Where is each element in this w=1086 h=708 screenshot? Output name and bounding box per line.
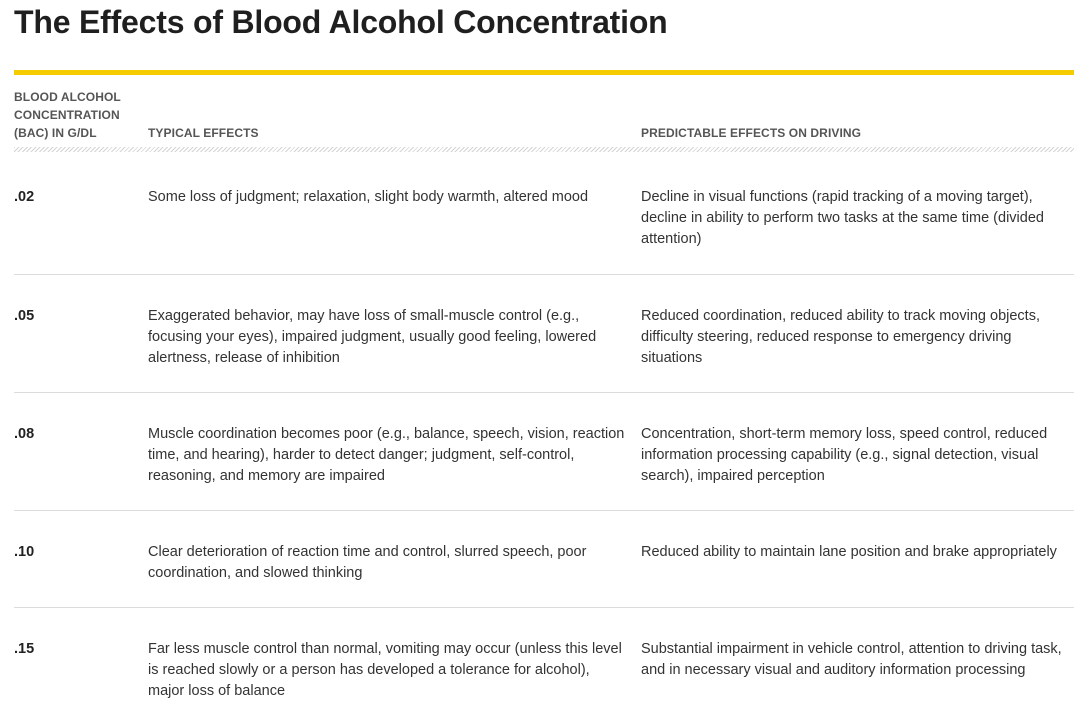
- driving-effects-cell: Reduced ability to maintain lane position and brake appropriately: [641, 544, 1057, 560]
- column-header-bac: BLOOD ALCOHOL CONCENTRATION (BAC) IN G/DL: [14, 90, 121, 140]
- driving-effects-cell: Substantial impairment in vehicle control, attention to driving task, and in necessary visual and auditory information processing: [641, 641, 1062, 678]
- table-row: [14, 392, 1074, 510]
- table-body: [14, 156, 1074, 708]
- bac-value: .02: [14, 189, 35, 205]
- column-header-typical-effects: TYPICAL EFFECTS: [148, 126, 259, 140]
- column-header-driving-effects: PREDICTABLE EFFECTS ON DRIVING: [641, 126, 862, 140]
- bac-value: .15: [14, 641, 35, 657]
- typical-effects-cell: Exaggerated behavior, may have loss of small-muscle control (e.g., focusing your eyes), impaired judgment, usually good feeling, lowered alertness, release of inhibition: [148, 308, 597, 366]
- table-row: [14, 156, 1074, 274]
- page-title: The Effects of Blood Alcohol Concentration: [14, 4, 668, 40]
- table-row: [14, 510, 1074, 607]
- table-row: [14, 607, 1074, 708]
- typical-effects-cell: Some loss of judgment; relaxation, slight body warmth, altered mood: [148, 189, 589, 205]
- typical-effects-cell: Far less muscle control than normal, vomiting may occur (unless this level is reached slowly or a person has developed a tolerance for alcohol), major loss of balance: [148, 641, 622, 699]
- driving-effects-cell: Concentration, short-term memory loss, speed control, reduced information processing capability (e.g., signal detection, visual search), impaired perception: [641, 426, 1048, 484]
- table-row: [14, 274, 1074, 392]
- bac-effects-article: [14, 0, 1074, 708]
- bac-value: .10: [14, 544, 35, 560]
- bac-value: .08: [14, 426, 35, 442]
- driving-effects-cell: Reduced coordination, reduced ability to track moving objects, difficulty steering, reduced response to emergency driving situations: [641, 308, 1040, 366]
- bac-effects-table: [14, 75, 1074, 708]
- table-header: [14, 75, 1074, 156]
- bac-value: .05: [14, 308, 35, 324]
- driving-effects-cell: Decline in visual functions (rapid tracking of a moving target), decline in ability to perform two tasks at the same time (divided attention): [641, 189, 1044, 247]
- typical-effects-cell: Muscle coordination becomes poor (e.g., balance, speech, vision, reaction time, and hearing), harder to detect danger; judgment, self-control, reasoning, and memory are impaired: [148, 426, 625, 484]
- typical-effects-cell: Clear deterioration of reaction time and control, slurred speech, poor coordination, and slowed thinking: [148, 544, 587, 581]
